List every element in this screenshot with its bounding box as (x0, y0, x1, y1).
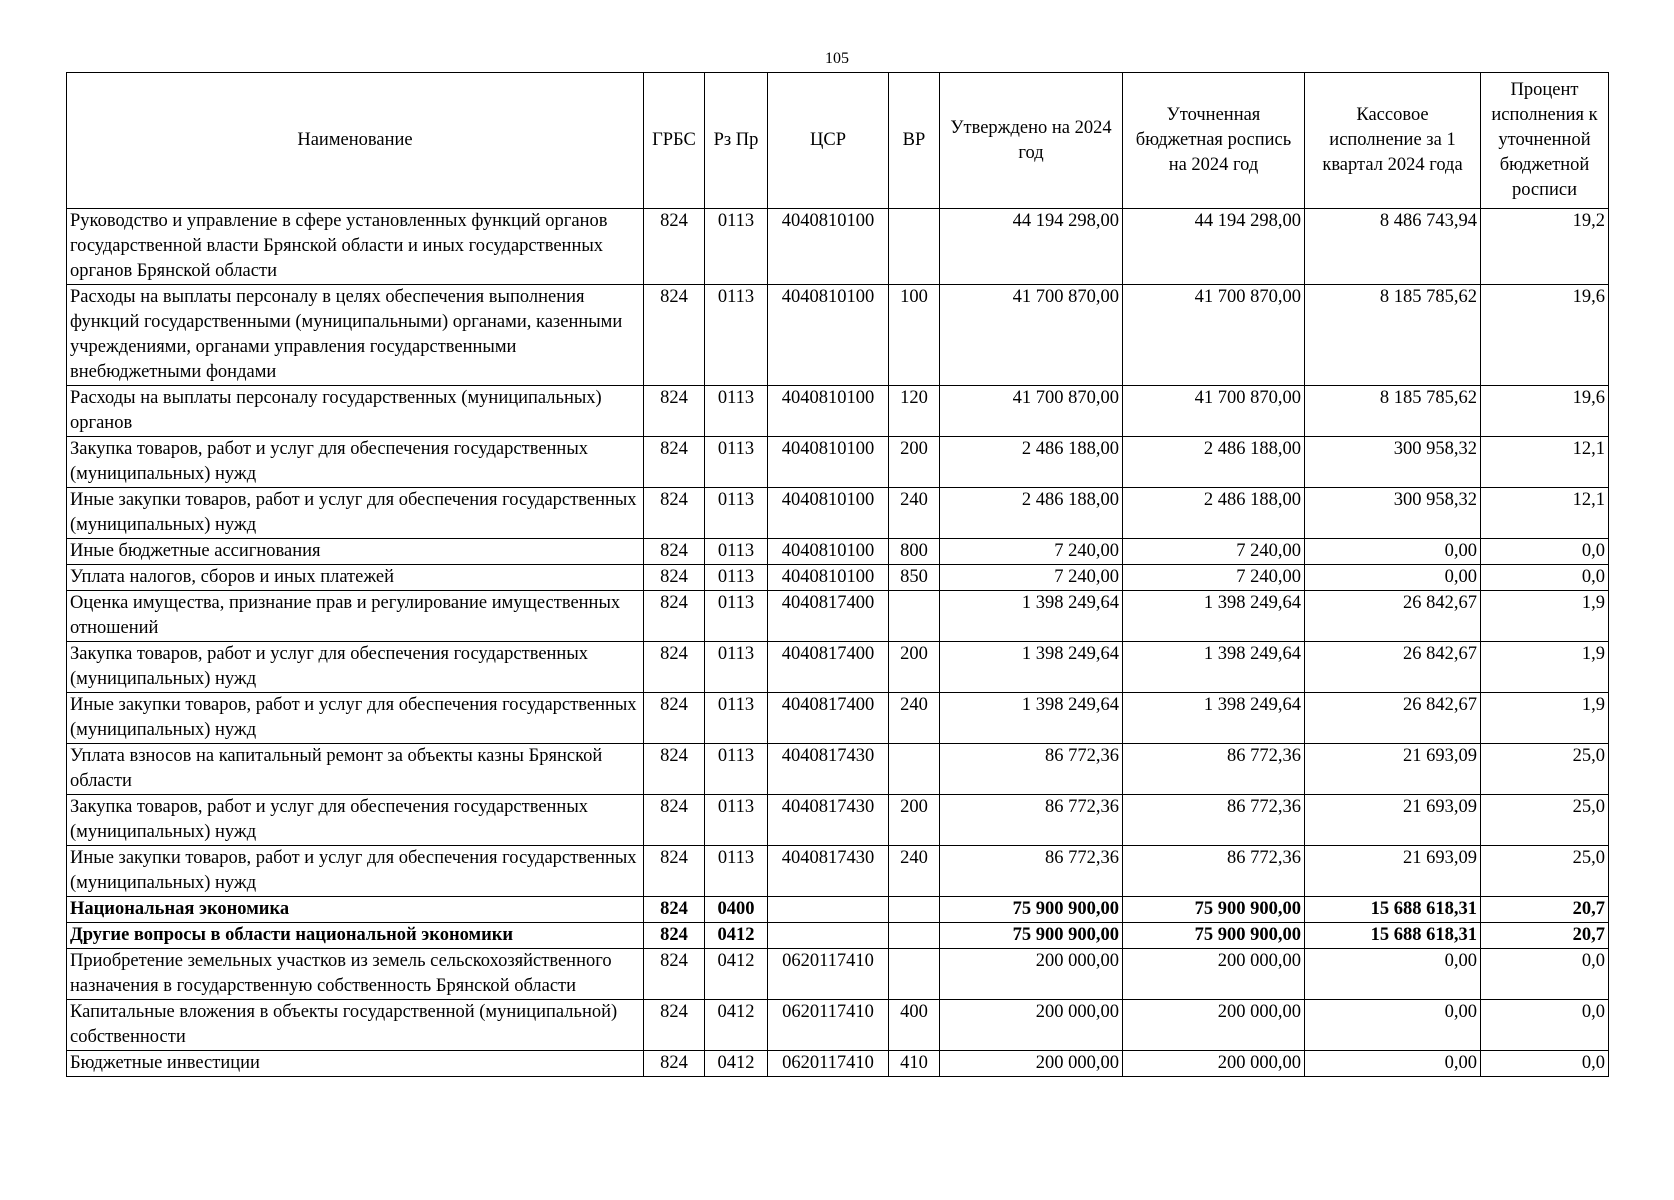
cell-refined: 2 486 188,00 (1123, 437, 1305, 488)
cell-percent: 25,0 (1481, 846, 1609, 897)
cell-csr: 4040817430 (768, 846, 889, 897)
cell-percent: 0,0 (1481, 565, 1609, 591)
cell-csr: 4040810100 (768, 285, 889, 386)
cell-name: Уплата взносов на капитальный ремонт за объекты казны Брянской области (67, 744, 644, 795)
table-row (67, 923, 1609, 949)
header-approved: Утверждено на 2024 год (940, 73, 1123, 209)
cell-name: Руководство и управление в сфере установленных функций органов государственной власти Брянской области и иных государственных органов Брянской области (67, 209, 644, 285)
cell-cash: 0,00 (1305, 1000, 1481, 1051)
table-body (67, 209, 1609, 1077)
cell-grbs: 824 (644, 285, 705, 386)
table-row (67, 591, 1609, 642)
cell-grbs: 824 (644, 795, 705, 846)
cell-percent: 12,1 (1481, 488, 1609, 539)
cell-name: Приобретение земельных участков из земель сельскохозяйственного назначения в государственную собственность Брянской области (67, 949, 644, 1000)
cell-refined: 1 398 249,64 (1123, 693, 1305, 744)
cell-name: Закупка товаров, работ и услуг для обеспечения государственных (муниципальных) нужд (67, 437, 644, 488)
cell-csr: 4040817430 (768, 795, 889, 846)
cell-rzpr: 0412 (705, 1051, 768, 1077)
cell-csr: 4040817400 (768, 642, 889, 693)
cell-refined: 200 000,00 (1123, 1051, 1305, 1077)
cell-approved: 75 900 900,00 (940, 897, 1123, 923)
cell-approved: 86 772,36 (940, 795, 1123, 846)
cell-percent: 0,0 (1481, 1051, 1609, 1077)
cell-name: Иные закупки товаров, работ и услуг для обеспечения государственных (муниципальных) нужд (67, 846, 644, 897)
cell-grbs: 824 (644, 693, 705, 744)
cell-rzpr: 0113 (705, 693, 768, 744)
cell-approved: 7 240,00 (940, 565, 1123, 591)
table-row (67, 897, 1609, 923)
cell-vr: 850 (889, 565, 940, 591)
cell-refined: 86 772,36 (1123, 846, 1305, 897)
cell-refined: 200 000,00 (1123, 1000, 1305, 1051)
cell-percent: 19,6 (1481, 386, 1609, 437)
cell-rzpr: 0113 (705, 642, 768, 693)
cell-grbs: 824 (644, 386, 705, 437)
cell-name: Другие вопросы в области национальной экономики (67, 923, 644, 949)
budget-table (66, 72, 1609, 1077)
header-grbs: ГРБС (644, 73, 705, 209)
cell-vr: 200 (889, 795, 940, 846)
table-row (67, 693, 1609, 744)
cell-refined: 86 772,36 (1123, 795, 1305, 846)
cell-grbs: 824 (644, 488, 705, 539)
cell-csr: 4040810100 (768, 488, 889, 539)
cell-cash: 21 693,09 (1305, 744, 1481, 795)
cell-csr (768, 923, 889, 949)
cell-grbs: 824 (644, 437, 705, 488)
cell-vr: 400 (889, 1000, 940, 1051)
cell-rzpr: 0412 (705, 923, 768, 949)
header-csr: ЦСР (768, 73, 889, 209)
cell-cash: 8 185 785,62 (1305, 285, 1481, 386)
table-row (67, 488, 1609, 539)
cell-name: Закупка товаров, работ и услуг для обеспечения государственных (муниципальных) нужд (67, 642, 644, 693)
cell-grbs: 824 (644, 949, 705, 1000)
header-cash: Кассовое исполнение за 1 квартал 2024 года (1305, 73, 1481, 209)
cell-percent: 0,0 (1481, 949, 1609, 1000)
cell-refined: 41 700 870,00 (1123, 285, 1305, 386)
cell-percent: 19,6 (1481, 285, 1609, 386)
header-vr: ВР (889, 73, 940, 209)
table-row (67, 209, 1609, 285)
table-row (67, 437, 1609, 488)
table-row (67, 539, 1609, 565)
cell-csr: 4040817400 (768, 693, 889, 744)
cell-rzpr: 0113 (705, 846, 768, 897)
table-row (67, 795, 1609, 846)
cell-grbs: 824 (644, 642, 705, 693)
table-row (67, 1051, 1609, 1077)
cell-refined: 75 900 900,00 (1123, 897, 1305, 923)
cell-name: Иные закупки товаров, работ и услуг для обеспечения государственных (муниципальных) нужд (67, 488, 644, 539)
cell-approved: 1 398 249,64 (940, 591, 1123, 642)
cell-approved: 200 000,00 (940, 1051, 1123, 1077)
cell-name: Бюджетные инвестиции (67, 1051, 644, 1077)
table-row (67, 565, 1609, 591)
cell-approved: 41 700 870,00 (940, 285, 1123, 386)
cell-cash: 0,00 (1305, 949, 1481, 1000)
cell-rzpr: 0113 (705, 795, 768, 846)
cell-name: Уплата налогов, сборов и иных платежей (67, 565, 644, 591)
cell-percent: 12,1 (1481, 437, 1609, 488)
cell-vr: 800 (889, 539, 940, 565)
cell-refined: 2 486 188,00 (1123, 488, 1305, 539)
cell-grbs: 824 (644, 565, 705, 591)
cell-percent: 25,0 (1481, 744, 1609, 795)
cell-approved: 7 240,00 (940, 539, 1123, 565)
cell-percent: 19,2 (1481, 209, 1609, 285)
cell-vr (889, 949, 940, 1000)
cell-percent: 25,0 (1481, 795, 1609, 846)
cell-approved: 2 486 188,00 (940, 488, 1123, 539)
header-rzpr: Рз Пр (705, 73, 768, 209)
cell-csr: 4040810100 (768, 565, 889, 591)
table-row (67, 744, 1609, 795)
cell-rzpr: 0113 (705, 591, 768, 642)
cell-grbs: 824 (644, 1000, 705, 1051)
cell-vr: 200 (889, 437, 940, 488)
cell-rzpr: 0113 (705, 209, 768, 285)
cell-vr: 200 (889, 642, 940, 693)
table-row (67, 285, 1609, 386)
cell-vr (889, 744, 940, 795)
cell-cash: 26 842,67 (1305, 693, 1481, 744)
cell-name: Оценка имущества, признание прав и регулирование имущественных отношений (67, 591, 644, 642)
cell-cash: 21 693,09 (1305, 846, 1481, 897)
cell-vr: 240 (889, 846, 940, 897)
cell-csr: 4040810100 (768, 209, 889, 285)
cell-approved: 86 772,36 (940, 846, 1123, 897)
cell-name: Капитальные вложения в объекты государственной (муниципальной) собственности (67, 1000, 644, 1051)
cell-percent: 1,9 (1481, 693, 1609, 744)
cell-vr: 410 (889, 1051, 940, 1077)
cell-csr: 4040817430 (768, 744, 889, 795)
cell-name: Национальная экономика (67, 897, 644, 923)
cell-vr (889, 897, 940, 923)
cell-cash: 15 688 618,31 (1305, 897, 1481, 923)
cell-approved: 44 194 298,00 (940, 209, 1123, 285)
cell-cash: 300 958,32 (1305, 488, 1481, 539)
cell-name: Иные закупки товаров, работ и услуг для обеспечения государственных (муниципальных) нужд (67, 693, 644, 744)
header-percent: Процент исполнения к уточненной бюджетной росписи (1481, 73, 1609, 209)
table-header-row (67, 73, 1609, 209)
cell-cash: 26 842,67 (1305, 642, 1481, 693)
cell-approved: 200 000,00 (940, 949, 1123, 1000)
table-row (67, 386, 1609, 437)
cell-vr (889, 923, 940, 949)
cell-csr: 0620117410 (768, 1000, 889, 1051)
cell-name: Расходы на выплаты персоналу государственных (муниципальных) органов (67, 386, 644, 437)
cell-approved: 41 700 870,00 (940, 386, 1123, 437)
cell-grbs: 824 (644, 923, 705, 949)
cell-rzpr: 0113 (705, 437, 768, 488)
cell-approved: 1 398 249,64 (940, 642, 1123, 693)
cell-csr: 4040810100 (768, 437, 889, 488)
cell-vr: 120 (889, 386, 940, 437)
cell-rzpr: 0113 (705, 565, 768, 591)
cell-percent: 20,7 (1481, 923, 1609, 949)
cell-cash: 15 688 618,31 (1305, 923, 1481, 949)
cell-rzpr: 0400 (705, 897, 768, 923)
table-row (67, 846, 1609, 897)
cell-grbs: 824 (644, 846, 705, 897)
cell-grbs: 824 (644, 539, 705, 565)
cell-cash: 300 958,32 (1305, 437, 1481, 488)
cell-cash: 26 842,67 (1305, 591, 1481, 642)
cell-vr (889, 591, 940, 642)
cell-cash: 0,00 (1305, 539, 1481, 565)
cell-rzpr: 0412 (705, 1000, 768, 1051)
cell-refined: 200 000,00 (1123, 949, 1305, 1000)
cell-vr: 100 (889, 285, 940, 386)
cell-vr (889, 209, 940, 285)
cell-csr: 0620117410 (768, 949, 889, 1000)
cell-name: Расходы на выплаты персоналу в целях обеспечения выполнения функций государственными (муниципальными) органами, казенными учреждениями, органами управления государственными внебюджетными фондами (67, 285, 644, 386)
cell-csr: 4040810100 (768, 386, 889, 437)
cell-csr: 0620117410 (768, 1051, 889, 1077)
table-row (67, 1000, 1609, 1051)
table-row (67, 949, 1609, 1000)
cell-name: Иные бюджетные ассигнования (67, 539, 644, 565)
cell-percent: 0,0 (1481, 1000, 1609, 1051)
cell-vr: 240 (889, 488, 940, 539)
cell-rzpr: 0113 (705, 539, 768, 565)
cell-approved: 1 398 249,64 (940, 693, 1123, 744)
cell-rzpr: 0113 (705, 744, 768, 795)
cell-csr: 4040810100 (768, 539, 889, 565)
cell-approved: 2 486 188,00 (940, 437, 1123, 488)
cell-percent: 1,9 (1481, 591, 1609, 642)
cell-percent: 0,0 (1481, 539, 1609, 565)
cell-refined: 1 398 249,64 (1123, 591, 1305, 642)
cell-cash: 8 185 785,62 (1305, 386, 1481, 437)
cell-refined: 86 772,36 (1123, 744, 1305, 795)
cell-refined: 7 240,00 (1123, 565, 1305, 591)
cell-percent: 20,7 (1481, 897, 1609, 923)
cell-rzpr: 0113 (705, 386, 768, 437)
header-refined: Уточненная бюджетная роспись на 2024 год (1123, 73, 1305, 209)
cell-refined: 75 900 900,00 (1123, 923, 1305, 949)
cell-cash: 8 486 743,94 (1305, 209, 1481, 285)
cell-refined: 41 700 870,00 (1123, 386, 1305, 437)
cell-cash: 0,00 (1305, 1051, 1481, 1077)
cell-refined: 44 194 298,00 (1123, 209, 1305, 285)
cell-rzpr: 0113 (705, 488, 768, 539)
cell-grbs: 824 (644, 591, 705, 642)
cell-grbs: 824 (644, 209, 705, 285)
cell-grbs: 824 (644, 1051, 705, 1077)
cell-csr (768, 897, 889, 923)
table-row (67, 642, 1609, 693)
cell-rzpr: 0113 (705, 285, 768, 386)
header-name: Наименование (67, 73, 644, 209)
cell-grbs: 824 (644, 897, 705, 923)
cell-approved: 200 000,00 (940, 1000, 1123, 1051)
cell-grbs: 824 (644, 744, 705, 795)
cell-approved: 86 772,36 (940, 744, 1123, 795)
cell-cash: 0,00 (1305, 565, 1481, 591)
cell-name: Закупка товаров, работ и услуг для обеспечения государственных (муниципальных) нужд (67, 795, 644, 846)
cell-rzpr: 0412 (705, 949, 768, 1000)
cell-approved: 75 900 900,00 (940, 923, 1123, 949)
cell-refined: 1 398 249,64 (1123, 642, 1305, 693)
cell-cash: 21 693,09 (1305, 795, 1481, 846)
cell-refined: 7 240,00 (1123, 539, 1305, 565)
cell-vr: 240 (889, 693, 940, 744)
page-number: 105 (825, 50, 849, 67)
cell-percent: 1,9 (1481, 642, 1609, 693)
cell-csr: 4040817400 (768, 591, 889, 642)
